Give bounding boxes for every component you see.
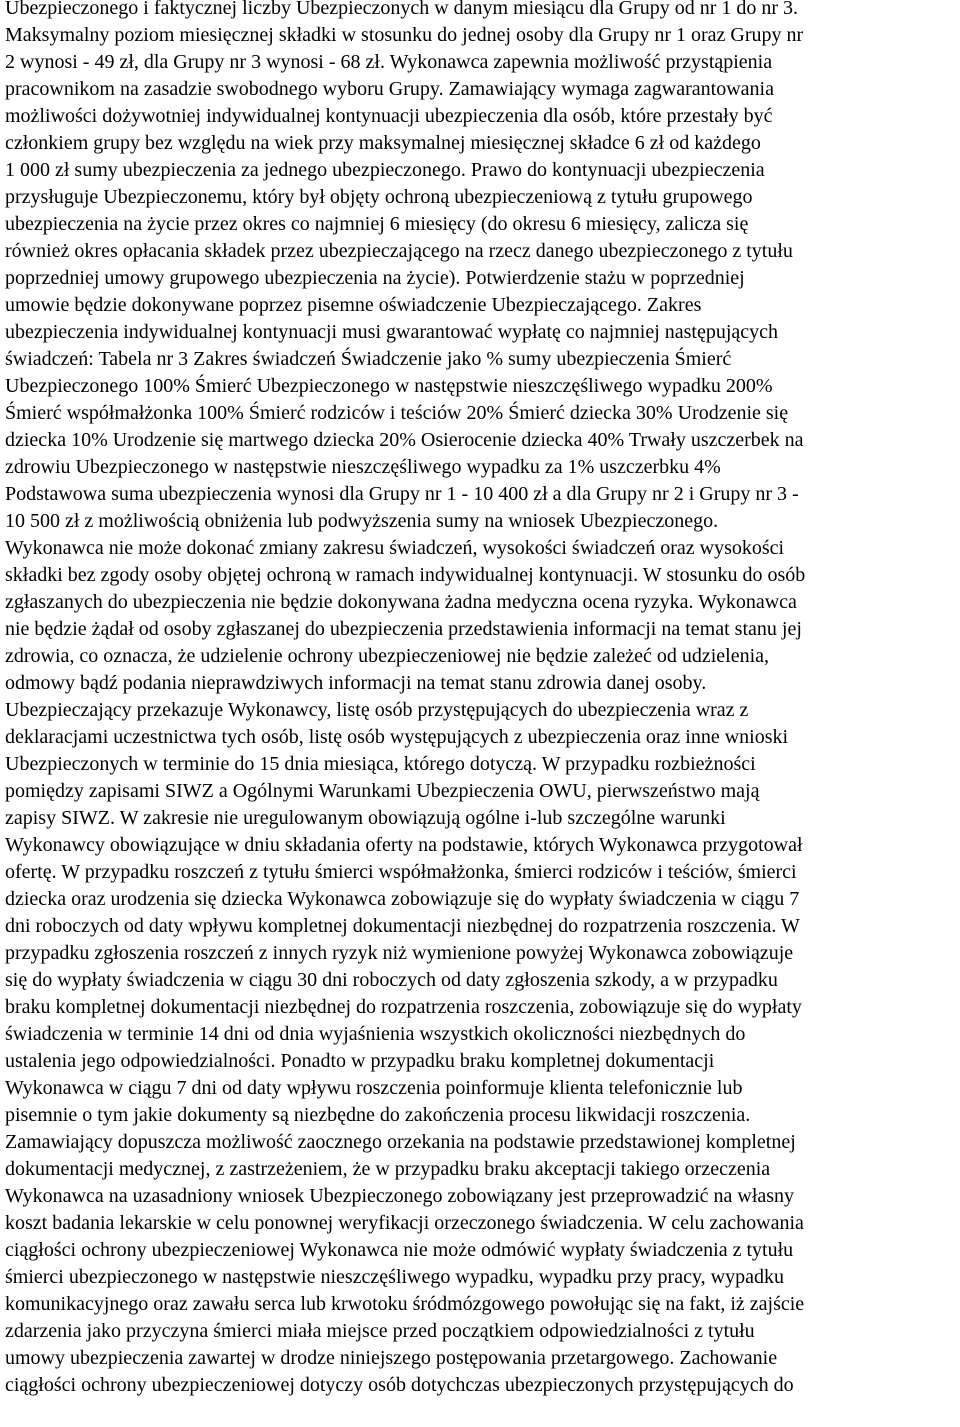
text-line: Zamawiający dopuszcza możliwość zaocznego orzekania na podstawie przedstawionej kompletnej xyxy=(5,1131,796,1153)
text-line: zdrowiu Ubezpieczonego w następstwie nieszczęśliwego wypadku za 1% uszczerbku 4% xyxy=(5,456,721,478)
text-line: 1 000 zł sumy ubezpieczenia za jednego ubezpieczonego. Prawo do kontynuacji ubezpieczenia xyxy=(5,159,765,181)
text-line: ubezpieczenia indywidualnej kontynuacji musi gwarantować wypłatę co najmniej następujących xyxy=(5,321,779,343)
text-line: dziecka 10% Urodzenie się martwego dziecka 20% Osierocenie dziecka 40% Trwały uszczerbek na xyxy=(5,429,804,451)
text-line: pracownikom na zasadzie swobodnego wyboru Grupy. Zamawiający wymaga zagwarantowania xyxy=(5,78,774,100)
text-line: przysługuje Ubezpieczonemu, który był objęty ochroną ubezpieczeniową z tytułu grupowego xyxy=(5,186,753,208)
text-line: koszt badania lekarskie w celu ponownej weryfikacji orzeczonego świadczenia. W celu zachowania xyxy=(5,1212,804,1234)
text-line: Ubezpieczonych w terminie do 15 dnia miesiąca, którego dotyczą. W przypadku rozbieżności xyxy=(5,753,756,775)
text-line: Ubezpieczający przekazuje Wykonawcy, listę osób przystępujących do ubezpieczenia wraz z xyxy=(5,699,749,721)
text-line: świadczenia w terminie 14 dni od dnia wyjaśnienia wszystkich okoliczności niezbędnych do xyxy=(5,1023,746,1045)
text-line: Wykonawcy obowiązujące w dniu składania oferty na podstawie, których Wykonawca przygotował xyxy=(5,834,803,856)
text-line: dni roboczych od daty wpływu kompletnej dokumentacji niezbędnej do rozpatrzenia roszczenia. W xyxy=(5,915,800,937)
text-line: deklaracjami uczestnictwa tych osób, listę osób występujących z ubezpieczenia oraz inne wnioski xyxy=(5,726,789,748)
text-line: zdrowia, co oznacza, że udzielenie ochrony ubezpieczeniowej nie będzie zależeć od udzielenia, xyxy=(5,645,770,667)
text-line: pisemnie o tym jakie dokumenty są niezbędne do zakończenia procesu likwidacji roszczenia. xyxy=(5,1104,751,1126)
text-line: umowy ubezpieczenia zawartej w drodze niniejszego postępowania przetargowego. Zachowanie xyxy=(5,1347,778,1369)
text-line: Wykonawca na uzasadniony wniosek Ubezpieczonego zobowiązany jest przeprowadzić na własny xyxy=(5,1185,795,1207)
text-line: komunikacyjnego oraz zawału serca lub krwotoku śródmózgowego powołując się na fakt, iż zajście xyxy=(5,1293,805,1315)
text-line: członkiem grupy bez względu na wiek przy maksymalnej miesięcznej składce 6 zł od każdego xyxy=(5,132,761,154)
text-line: śmierci ubezpieczonego w następstwie nieszczęśliwego wypadku, wypadku przy pracy, wypadku xyxy=(5,1266,784,1288)
text-line: Ubezpieczonego 100% Śmierć Ubezpieczonego w następstwie nieszczęśliwego wypadku 200% xyxy=(5,375,773,397)
text-line: zapisy SIWZ. W zakresie nie uregulowanym obowiązują ogólne i-lub szczególne warunki xyxy=(5,807,726,829)
text-line: składki bez zgody osoby objętej ochroną w ramach indywidualnej kontynuacji. W stosunku do osób xyxy=(5,564,806,586)
text-line: również okres opłacania składek przez ubezpieczającego na rzecz danego ubezpieczonego z tytułu xyxy=(5,240,793,262)
text-line: nie będzie żądał od osoby zgłaszanej do ubezpieczenia przedstawienia informacji na temat stanu jej xyxy=(5,618,802,640)
text-line: dokumentacji medycznej, z zastrzeżeniem, że w przypadku braku akceptacji takiego orzeczenia xyxy=(5,1158,771,1180)
text-line: Wykonawca w ciągu 7 dni od daty wpływu roszczenia poinformuje klienta telefonicznie lub xyxy=(5,1077,743,1099)
text-line: przypadku zgłoszenia roszczeń z innych ryzyk niż wymienione powyżej Wykonawca zobowiązuje xyxy=(5,942,794,964)
document-body xyxy=(5,0,955,1426)
text-line: ciągłości ochrony ubezpieczeniowej dotyczy osób dotychczas ubezpieczonych przystępujących do xyxy=(5,1374,794,1396)
text-line: zdarzenia jako przyczyna śmierci miała miejsce przed początkiem odpowiedzialności z tytułu xyxy=(5,1320,755,1342)
text-line: Wykonawca nie może dokonać zmiany zakresu świadczeń, wysokości świadczeń oraz wysokości xyxy=(5,537,785,559)
text-line: poprzedniej umowy grupowego ubezpieczenia na życie). Potwierdzenie stażu w poprzedniej xyxy=(5,267,745,289)
text-line: dziecka oraz urodzenia się dziecka Wykonawca zobowiązuje się do wypłaty świadczenia w ciągu 7 xyxy=(5,888,800,910)
text-line: Maksymalny poziom miesięcznej składki w stosunku do jednej osoby dla Grupy nr 1 oraz Grupy nr xyxy=(5,24,804,46)
text-line: ustalenia jego odpowiedzialności. Ponadto w przypadku braku kompletnej dokumentacji xyxy=(5,1050,715,1072)
text-line: 2 wynosi - 49 zł, dla Grupy nr 3 wynosi - 68 zł. Wykonawca zapewnia możliwość przystąpienia xyxy=(5,51,773,73)
text-line: ubezpieczenia na życie przez okres co najmniej 6 miesięcy (do okresu 6 miesięcy, zalicza się xyxy=(5,213,749,235)
text-line: 10 500 zł z możliwością obniżenia lub podwyższenia sumy na wniosek Ubezpieczonego. xyxy=(5,510,719,532)
text-line: odmowy bądź podania nieprawdziwych informacji na temat stanu zdrowia danej osoby. xyxy=(5,672,707,694)
text-line xyxy=(5,1399,955,1426)
text-line: braku kompletnej dokumentacji niezbędnej do rozpatrzenia roszczenia, zobowiązuje się do wypłaty xyxy=(5,996,802,1018)
text-line: Ubezpieczonego i faktycznej liczby Ubezpieczonych w danym miesiącu dla Grupy od nr 1 do nr 3. xyxy=(5,0,799,19)
text-line: ciągłości ochrony ubezpieczeniowej Wykonawca nie może odmówić wypłaty świadczenia z tytułu xyxy=(5,1239,794,1261)
text-line: Śmierć współmałżonka 100% Śmierć rodziców i teściów 20% Śmierć dziecka 30% Urodzenie się xyxy=(5,402,789,424)
text-line: ofertę. W przypadku roszczeń z tytułu śmierci współmałżonka, śmierci rodziców i teściów, śmierci xyxy=(5,861,797,883)
text-line: się do wypłaty świadczenia w ciągu 30 dni roboczych od daty zgłoszenia szkody, a w przypadku xyxy=(5,969,778,991)
text-line: zgłaszanych do ubezpieczenia nie będzie dokonywana żadna medyczna ocena ryzyka. Wykonawca xyxy=(5,591,797,613)
text-line: Podstawowa suma ubezpieczenia wynosi dla Grupy nr 1 - 10 400 zł a dla Grupy nr 2 i Grupy nr 3 - xyxy=(5,483,799,505)
text-line: świadczeń: Tabela nr 3 Zakres świadczeń Świadczenie jako % sumy ubezpieczenia Śmierć xyxy=(5,348,732,370)
text-line: umowie będzie dokonywane poprzez pisemne oświadczenie Ubezpieczającego. Zakres xyxy=(5,294,702,316)
text-line: możliwości dożywotniej indywidualnej kontynuacji ubezpieczenia dla osób, które przestały być xyxy=(5,105,773,127)
text-line: pomiędzy zapisami SIWZ a Ogólnymi Warunkami Ubezpieczenia OWU, pierwszeństwo mają xyxy=(5,780,760,802)
